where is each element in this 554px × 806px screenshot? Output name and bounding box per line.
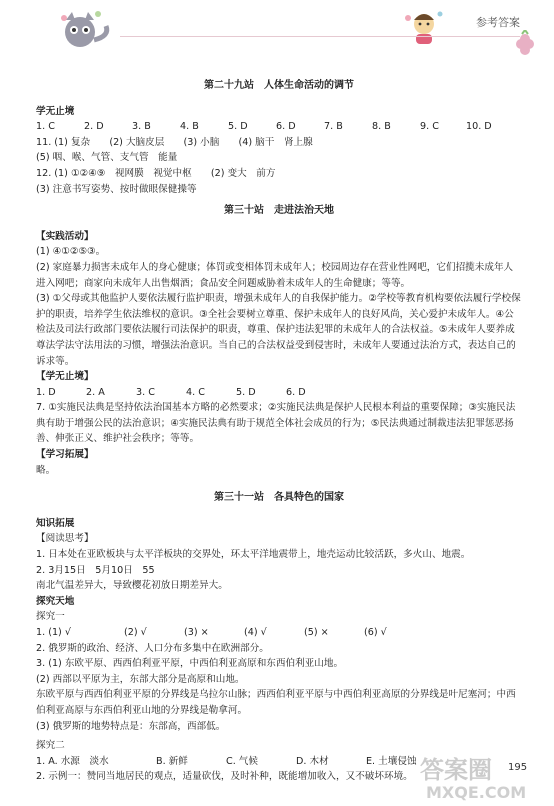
subsection-heading: 【实践活动】 <box>36 230 94 242</box>
raccoon-mascot-icon <box>58 6 116 50</box>
choice-answer: 8. B <box>372 121 391 133</box>
choice-answer: 6. D <box>286 386 306 398</box>
answer-line: 3. (1) 东欧平原、西西伯利亚平原，中西伯利亚高原和东西伯利亚山地。 <box>36 658 344 670</box>
svg-text:MXQE.COM: MXQE.COM <box>426 783 527 802</box>
subsection-heading: 【学习拓展】 <box>36 449 94 461</box>
check-answer: (4) √ <box>244 627 267 638</box>
header-rule <box>120 36 520 37</box>
choice-answer: 1. D <box>36 386 56 398</box>
subsection-heading: 【学无止境】 <box>36 371 94 383</box>
answer-line: 2. 示例一：赞同当地居民的观点，适量砍伐，及时补种，既能增加收入，又不破坏环境。 <box>36 771 413 783</box>
choice-answer: 7. B <box>324 121 343 133</box>
header-label: 参考答案 <box>476 16 520 29</box>
answer-line: 11. (1) 复杂 (2) 大脑皮层 (3) 小脑 (4) 脑干 肾上腺 <box>36 136 313 148</box>
section-title: 第三十一站 各具特色的国家 <box>214 492 344 504</box>
answer-line: 12. (1) ①②④⑨ 视网膜 视觉中枢 (2) 变大 前方 <box>36 167 276 179</box>
answer-paragraph: (3) ①父母或其他监护人要依法履行监护职责，增强未成年人的自我保护能力。②学校等教育机构要依法履行学校保护的职责，培养学生依法维权的意识。③全社会要树立尊重、保护未成年人的良好风尚，关心爱护未成年人。④公检法及司法行政部门要依法履行司法保护的职责，尊重、保护违法犯罪的未成年人的合法权益。⑤未成年人要养成尊法学法守法用法的习惯，增强法治意识。当自己的合法权益受到侵害时，未成年人要通过法治方式，表达自己的诉求等。 <box>36 293 521 367</box>
choice-answer: 3. C <box>136 386 155 398</box>
choice-answer: D. 木材 <box>296 755 329 767</box>
answer-line: (1) ④①②⑤③。 <box>36 246 106 258</box>
choice-answer: 2. A <box>86 386 105 398</box>
choice-answer: E. 土壤侵蚀 <box>366 755 417 767</box>
answer-line: (2) 西部以平原为主，东部大部分是高原和山地。 <box>36 673 245 685</box>
answer-content <box>36 78 522 785</box>
choice-answer: 4. B <box>180 121 199 133</box>
answer-line: 2. 3月15日 5月10日 55 <box>36 564 155 576</box>
watermark-logo-icon <box>416 752 548 802</box>
page-number: 195 <box>508 762 528 773</box>
answer-paragraph: 东欧平原与西西伯利亚平原的分界线是乌拉尔山脉；西西伯利亚平原与中西伯利亚高原的分界线是叶尼塞河；中西伯利亚高原与东西伯利亚山地的分界线是勒拿河。 <box>36 689 516 716</box>
choice-answer: 9. C <box>420 121 439 133</box>
choice-answer: 3. B <box>132 121 151 133</box>
answer-paragraph: 1. 日本处在亚欧板块与太平洋板块的交界处，环太平洋地震带上，地壳运动比较活跃，多火山、地震。 <box>36 549 471 561</box>
choice-answer: 10. D <box>466 121 492 133</box>
check-answer: (2) √ <box>124 627 147 638</box>
check-answer: 1. (1) √ <box>36 627 71 638</box>
answer-line: (3) 注意书写姿势、按时做眼保健操等 <box>36 183 197 195</box>
raspberry-icon <box>512 30 538 60</box>
choice-answers-row <box>36 385 522 401</box>
subsection-heading: 探究二 <box>36 740 65 752</box>
choice-answer: B. 新鲜 <box>156 755 188 767</box>
answer-line: 略。 <box>36 464 56 476</box>
choice-answer: 4. C <box>186 386 205 398</box>
svg-text:答案圈: 答案圈 <box>420 756 492 784</box>
subsection-heading: 【阅读思考】 <box>36 533 94 545</box>
subsection-heading: 知识拓展 <box>36 517 75 529</box>
answer-paragraph: (2) 家庭暴力损害未成年人的身心健康；体罚或变相体罚未成年人；校园周边存在营业性网吧，它们招揽未成年人进入网吧；商家向未成年人出售烟酒；食品安全问题威胁着未成年人的生命健康；等等。 <box>36 261 514 289</box>
section-title: 第二十九站 人体生命活动的调节 <box>204 80 354 91</box>
page-header <box>0 0 554 52</box>
choice-answer: 1. C <box>36 121 55 133</box>
choice-answer: 2. D <box>84 121 104 133</box>
check-answer: (5) × <box>304 627 329 638</box>
answer-paragraph: 7. ①实施民法典是坚持依法治国基本方略的必然要求；②实施民法典是保护人民根本利益的重要保障；③实施民法典有助于增强公民的法治意识；④实施民法典有助于规范全体社会成员的行为；⑤民法典通过制裁违法犯罪惩恶扬善、伸张正义、维护社会秩序；等等。 <box>36 402 516 445</box>
answer-line: 2. 俄罗斯的政治、经济、人口分布多集中在欧洲部分。 <box>36 642 269 654</box>
answer-line: (3) 俄罗斯的地势特点是：东部高，西部低。 <box>36 720 226 732</box>
subsection-heading: 学无止境 <box>36 105 75 117</box>
check-answer: (3) × <box>184 627 209 638</box>
check-answer: (6) √ <box>364 627 387 638</box>
choice-answer: 1. A. 水源 淡水 <box>36 755 109 767</box>
choice-answers-row <box>36 119 522 135</box>
choice-answer: C. 气候 <box>226 755 258 767</box>
subsection-heading: 探究天地 <box>36 595 75 607</box>
choice-answer: 5. D <box>236 386 256 398</box>
check-answers-row <box>36 625 522 641</box>
answer-line: 南北气温差异大，导致樱花初放日期差异大。 <box>36 580 228 592</box>
section-title: 第三十站 走进法治天地 <box>224 205 334 217</box>
girl-mascot-icon <box>400 6 446 46</box>
choice-answer: 5. D <box>228 121 248 133</box>
subsection-heading: 探究一 <box>36 611 65 623</box>
answer-line: (5) 咽、喉、气管、支气管 能量 <box>36 152 178 164</box>
choice-answer: 6. D <box>276 121 296 133</box>
